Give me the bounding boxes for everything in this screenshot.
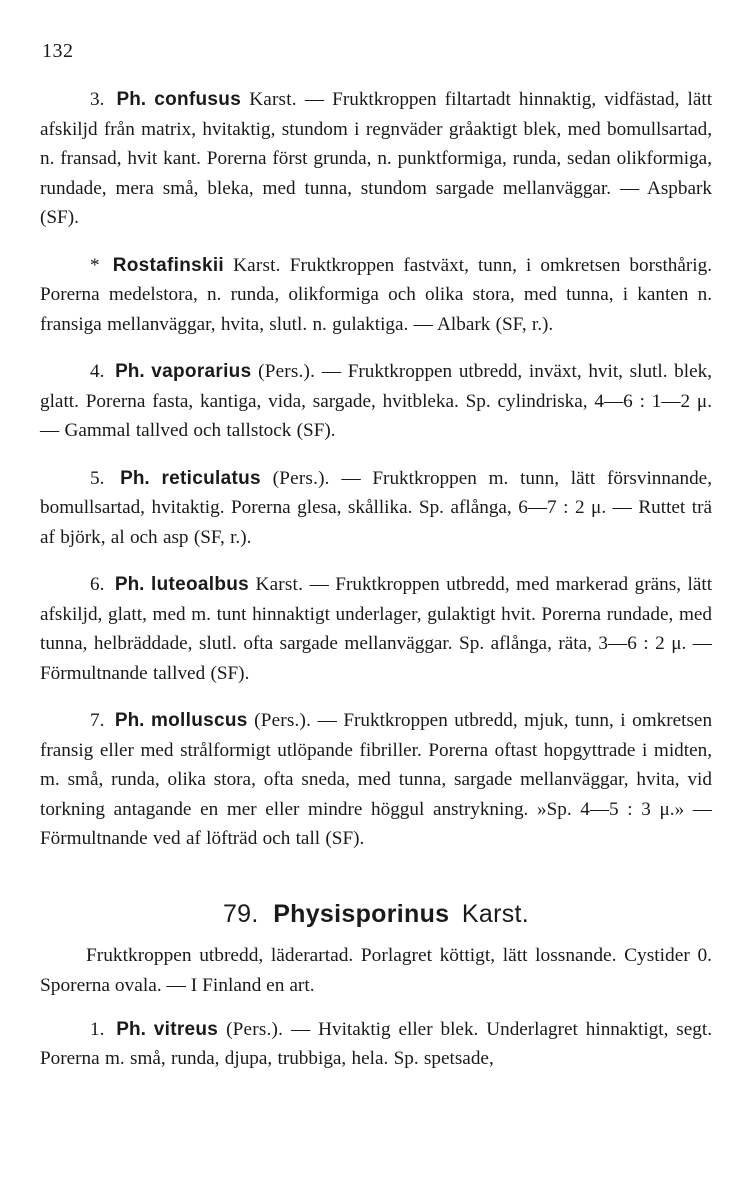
entry-species: Rostafinskii: [112, 254, 224, 276]
species-entry-confusus: [40, 85, 712, 233]
entry-genus: Ph.: [115, 361, 145, 382]
entry-species: molluscus: [150, 710, 248, 731]
entry-species: luteoalbus: [150, 574, 249, 595]
section-number: 79.: [222, 899, 259, 928]
section-author: Karst.: [461, 899, 530, 928]
document-page: [40, 40, 712, 1180]
entry-species: confusus: [154, 89, 242, 110]
entry-author: Karst.: [249, 89, 297, 110]
entry-text: — Fruktkroppen utbredd, med markerad gräns, lätt afskiljd, glatt, med m. tunt hinnaktigt underlager, gulaktigt hvit. Porerna rundade, med tunna, helbräddade, slutl. ofta sargade mellanväggar. Sp. aflånga, räta, 3—6 : 2 μ. — Förmultnande tallved (SF).: [40, 574, 713, 684]
entry-text: — Fruktkroppen utbredd, inväxt, hvit, slutl. blek, glatt. Porerna fasta, kantiga, vida, sargade, hvitbleka. Sp. cylindriska, 4—6 : 1—2 μ. — Gammal tallved och tallstock (SF).: [40, 361, 712, 441]
entry-text: — Hvitaktig eller blek. Underlagret hinnaktigt, segt. Porerna m. små, runda, djupa, trubbiga, hela. Sp. spetsade,: [40, 1018, 712, 1069]
entry-species: vaporarius: [151, 361, 252, 382]
entry-genus: Ph.: [114, 574, 145, 595]
entry-genus: Ph.: [116, 89, 147, 110]
entry-author: Karst.: [233, 254, 281, 276]
entry-text: — Fruktkroppen m. tunn, lätt försvinnande, bomullsartad, hvitaktig. Porerna glesa, skållika. Sp. aflånga, 6—7 : 2 μ. — Ruttet trä af björk, al och asp (SF, r.).: [40, 467, 712, 548]
entry-number: 4.: [90, 361, 105, 382]
entry-species: reticulatus: [161, 467, 261, 489]
species-entry-reticulatus: [40, 464, 712, 553]
entry-number: 1.: [90, 1018, 105, 1040]
genus-description: Fruktkroppen utbredd, läderartad. Porlagret köttigt, lätt lossnande. Cystider 0. Sporerna ovala. — I Finland en art.: [40, 944, 712, 996]
entry-genus: Ph.: [116, 1018, 146, 1040]
genus-section-heading: [40, 900, 712, 929]
species-entry-vitreus: [40, 1015, 712, 1074]
entry-number: 3.: [90, 89, 105, 110]
entry-text: — Fruktkroppen utbredd, mjuk, tunn, i omkretsen fransig eller med strålformigt utlöpande fibriller. Porerna oftast hopgyttrade i midten, m. små, runda, olika stora, ofta sneda, med tunna, sargade mellanväggar, hvita, vid torkning antagande en mer eller mindre höggul anstrykning. »Sp. 4—5 : 3 μ.» — Förmultnande ved af löfträd och tall (SF).: [40, 710, 713, 849]
species-entry-vaporarius: [40, 357, 712, 446]
page-number: 132: [42, 40, 74, 62]
entry-number: 7.: [90, 710, 105, 731]
entry-text: — Fruktkroppen filtartadt hinnaktig, vidfästad, lätt afskiljd från matrix, hvitaktig, stundom i regnväder gråaktigt blek, med bomullsartad, n. fransad, hvit kant. Porerna först grunda, n. punktformiga, runda, sedan olikformiga, rundade, mera små, bleka, med tunna, stundom sargade mellanväggar. — Aspbark (SF).: [40, 89, 713, 228]
entry-author: (Pers.).: [226, 1018, 284, 1040]
species-entry-molluscus: [40, 706, 712, 854]
species-entry-rostafinskii: [40, 251, 712, 340]
entry-number: 5.: [90, 467, 105, 489]
section-genus-name: Physisporinus: [273, 899, 450, 928]
entry-genus: Ph.: [120, 467, 150, 489]
entry-author: (Pers.).: [272, 467, 330, 489]
entry-species: vitreus: [153, 1018, 219, 1040]
entry-genus: Ph.: [114, 710, 145, 731]
entry-author: (Pers.).: [254, 710, 312, 731]
entry-number: 6.: [90, 574, 105, 595]
entry-number: *: [90, 254, 100, 276]
entry-text: Fruktkroppen fastväxt, tunn, i omkretsen borsthårig. Porerna medelstora, n. runda, olikformiga och olika stora, med tunna, i kanten n. fransiga mellanväggar, hvita, slutl. n. gulaktiga. — Albark (SF, r.).: [40, 254, 713, 335]
species-entry-luteoalbus: [40, 570, 712, 688]
entry-author: Karst.: [255, 574, 304, 595]
entry-author: (Pers.).: [258, 361, 316, 382]
